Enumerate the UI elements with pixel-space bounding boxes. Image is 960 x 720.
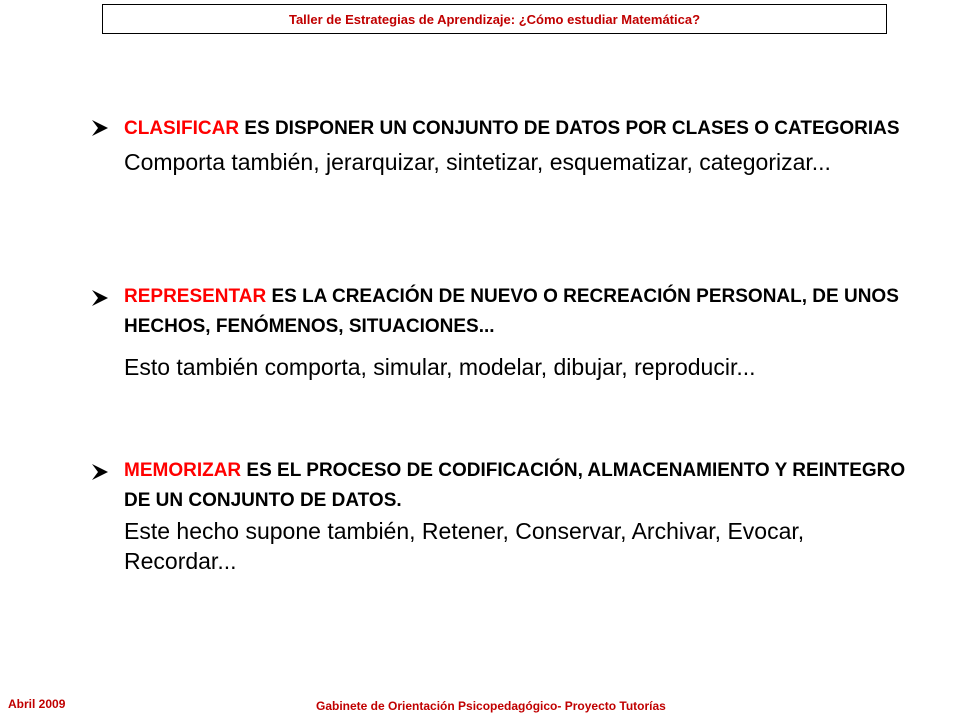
bullet-clasificar [90,111,920,177]
arrowhead-bullet-icon [90,288,110,308]
bullet-note: Este hecho supone también, Retener, Conservar, Archivar, Evocar, Recordar... [124,518,805,574]
bullet-keyword: MEMORIZAR [124,460,242,481]
bullet-definition-text: ES EL PROCESO DE CODIFICACIÓN, ALMACENAMIENTO Y REINTEGRO DE UN CONJUNTO DE DATOS. [124,460,906,511]
footer-date: Abril 2009 [8,697,66,711]
bullet-note: Esto también comporta, simular, modelar, dibujar, reproducir... [124,354,756,380]
bullet-definition-text: ES LA CREACIÓN DE NUEVO O RECREACIÓN PERSONAL, DE UNOS HECHOS, FENÓMENOS, SITUACIONES... [124,286,899,337]
bullet-keyword: CLASIFICAR [124,118,240,139]
bullet-definition [124,282,920,342]
bullet-note: Comporta también, jerarquizar, sintetizar, esquematizar, categorizar... [124,149,831,175]
bullet-definition [124,456,920,516]
arrowhead-bullet-icon [90,118,110,138]
bullet-definition [124,111,920,147]
header-box [102,4,887,34]
slide-header-title: Taller de Estrategias de Aprendizaje: ¿Cómo estudiar Matemática? [288,11,701,27]
footer-organization: Gabinete de Orientación Psicopedagógico- Proyecto Tutorías [316,699,666,713]
bullet-memorizar [90,456,920,576]
bullet-representar [90,282,920,382]
arrowhead-bullet-icon [90,462,110,482]
bullet-definition-text: ES DISPONER UN CONJUNTO DE DATOS POR CLASES O CATEGORIAS [239,118,900,139]
bullet-keyword: REPRESENTAR [124,286,267,307]
